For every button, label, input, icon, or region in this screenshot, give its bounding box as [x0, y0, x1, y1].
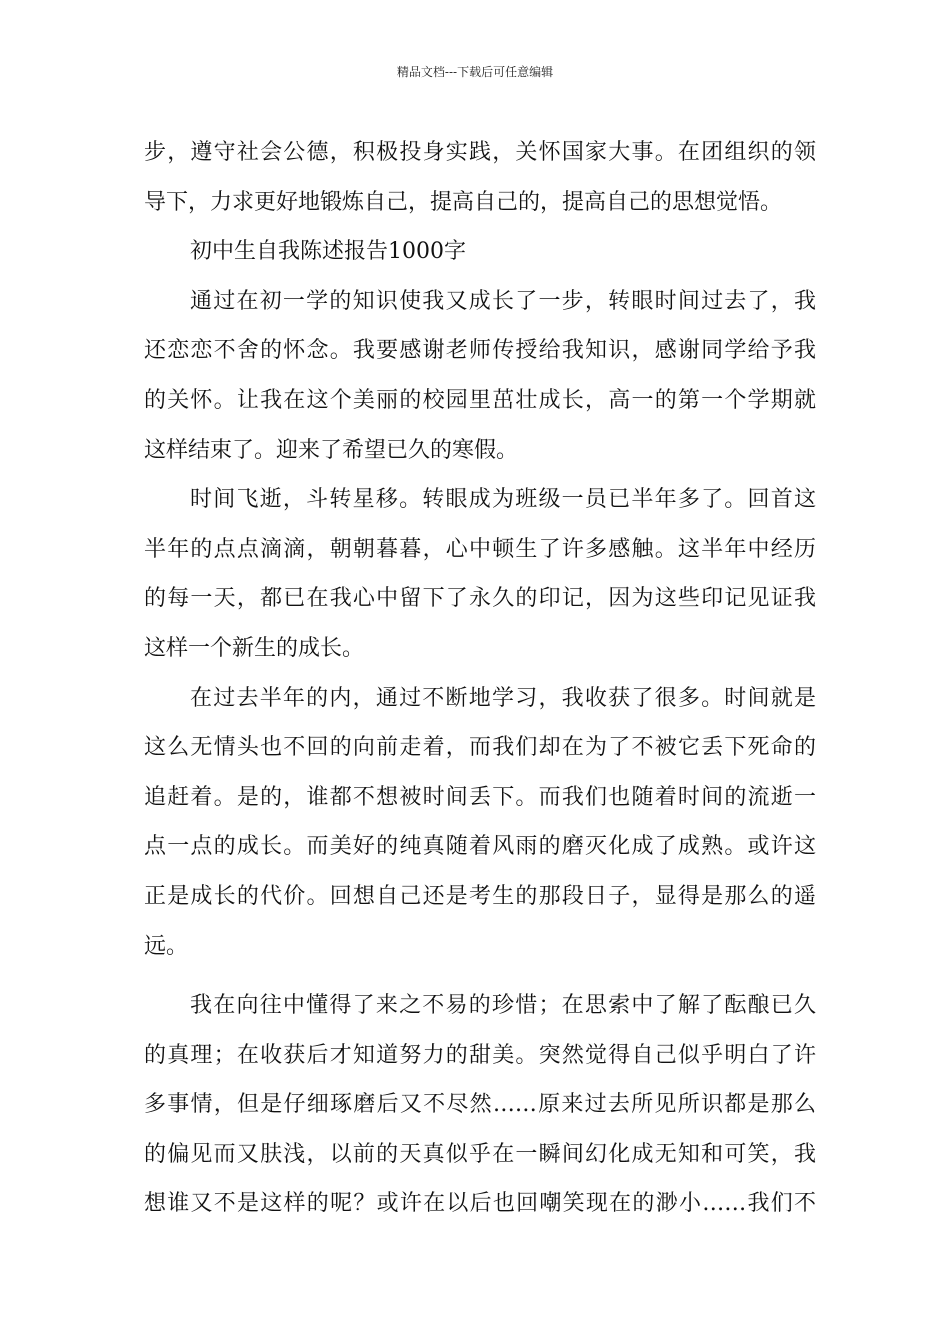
- page-header: 精品文档---下载后可任意编辑: [396, 65, 554, 79]
- text-line: 的每一天，都已在我心中留下了永久的印记，因为这些印记见证我: [144, 586, 816, 612]
- text-line: 还恋恋不舍的怀念。我要感谢老师传授给我知识，感谢同学给予我: [144, 338, 816, 364]
- text-line: 这么无情头也不回的向前走着，而我们却在为了不被它丢下死命的: [144, 735, 816, 761]
- text-line: 这样结束了。迎来了希望已久的寒假。: [144, 437, 519, 463]
- text-line: 远。: [144, 933, 189, 959]
- text-line: 半年的点点滴滴，朝朝暮暮，心中顿生了许多感触。这半年中经历: [144, 536, 816, 562]
- section-heading: 初中生自我陈述报告1000字: [190, 239, 466, 265]
- text-line: 的真理；在收获后才知道努力的甜美。突然觉得自己似乎明白了许: [144, 1042, 816, 1068]
- text-line: 多事情，但是仔细琢磨后又不尽然……原来过去所见所识都是那么: [144, 1092, 816, 1118]
- text-line: 在过去半年的内，通过不断地学习，我收获了很多。时间就是: [190, 685, 816, 711]
- document-body: [144, 128, 816, 1229]
- text-line: 这样一个新生的成长。: [144, 635, 365, 661]
- text-line: 时间飞逝，斗转星移。转眼成为班级一员已半年多了。回首这: [190, 487, 816, 513]
- text-line: 正是成长的代价。回想自己还是考生的那段日子，显得是那么的遥: [144, 883, 816, 909]
- text-line: 我在向往中懂得了来之不易的珍惜；在思索中了解了酝酿已久: [190, 993, 816, 1019]
- text-line: 导下，力求更好地锻炼自己，提高自己的，提高自己的思想觉悟。: [144, 189, 783, 215]
- text-line: 想谁又不是这样的呢？或许在以后也回嘲笑现在的渺小……我们不: [144, 1191, 816, 1217]
- text-line: 的偏见而又肤浅，以前的天真似乎在一瞬间幻化成无知和可笑，我: [144, 1141, 816, 1167]
- text-line: 步，遵守社会公德，积极投身实践，关怀国家大事。在团组织的领: [144, 140, 816, 165]
- text-line: 点一点的成长。而美好的纯真随着风雨的磨灭化成了成熟。或许这: [144, 834, 816, 860]
- text-line: 通过在初一学的知识使我又成长了一步，转眼时间过去了，我: [190, 288, 816, 314]
- text-line: 追赶着。是的，谁都不想被时间丢下。而我们也随着时间的流逝一: [144, 784, 816, 810]
- text-line: 的关怀。让我在这个美丽的校园里茁壮成长，高一的第一个学期就: [144, 387, 816, 413]
